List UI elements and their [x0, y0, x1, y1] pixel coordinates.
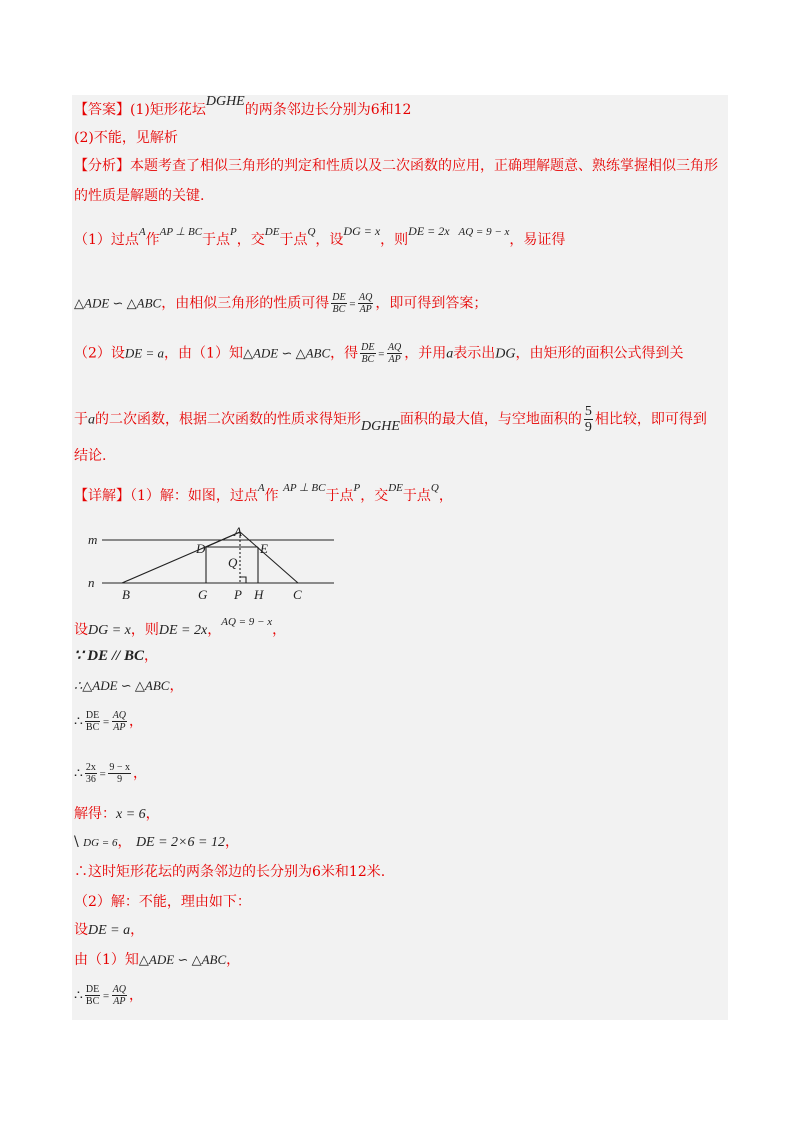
text-segment: （1）解：如图，过点 — [130, 488, 258, 504]
answer-tag: 【答案】 — [74, 102, 130, 118]
fraction-5-9 — [584, 404, 593, 435]
analysis-step2-line — [74, 342, 684, 365]
answer-var-dghe: DGHE — [205, 94, 245, 109]
fraction-numerator: DE — [85, 984, 100, 995]
detail-equation-line — [74, 762, 147, 785]
label-C: C — [293, 587, 302, 602]
fraction-aq-ap — [112, 984, 127, 1007]
text-segment: ，由相似三角形的性质可得 — [161, 295, 330, 312]
fraction-de-bc — [85, 710, 100, 733]
text-segment: 于点 — [402, 488, 431, 504]
label-E: E — [260, 541, 268, 556]
therefore-symbol: ∴ — [74, 713, 83, 730]
text-segment: ，则 — [130, 622, 159, 638]
detail-tag: 【详解】 — [74, 488, 130, 504]
text-segment: 于点 — [279, 232, 308, 248]
equals-sign: = — [102, 990, 110, 1003]
text-segment: ， — [143, 648, 158, 664]
expr-aq: AQ = 9 − x — [221, 616, 273, 628]
label-n: n — [88, 575, 95, 590]
detail-part2-ratio-line — [74, 984, 143, 1007]
text-segment: ，即可得到答案； — [375, 295, 488, 312]
text-segment: 相比较，即可得到 — [594, 411, 707, 428]
expr-dg-x: DG = x — [343, 224, 381, 238]
fraction-denominator: AP — [388, 354, 401, 365]
text-segment: ， — [272, 622, 287, 638]
fraction-2x-36 — [85, 762, 97, 785]
text-segment: ， — [169, 678, 184, 694]
expr-x-6: x = 6 — [116, 807, 146, 822]
analysis-step1b-line — [74, 292, 487, 315]
var-DG: DG — [495, 346, 516, 362]
var-P: P — [353, 482, 361, 494]
text-segment: 由（1）知 — [74, 952, 139, 968]
analysis-tag: 【分析】 — [74, 158, 130, 174]
label-G: G — [198, 587, 208, 602]
fraction-numerator: DE — [361, 342, 375, 353]
expr-similar: △ADE ∽ △ABC — [74, 295, 162, 311]
label-B: B — [122, 587, 130, 602]
fraction-numerator: 9 − x — [109, 762, 130, 773]
text-segment: （2）设 — [74, 345, 125, 362]
text-segment: ，得 — [330, 345, 359, 362]
var-DE: DE — [264, 226, 280, 238]
text-segment: 设 — [74, 922, 88, 938]
expr-de-2x: DE = 2x — [408, 224, 450, 238]
expr-similar: △ADE ∽ △ABC — [138, 952, 227, 967]
fraction-numerator: AQ — [112, 710, 127, 721]
text-segment: 于 — [74, 411, 88, 428]
var-Q: Q — [307, 226, 316, 238]
text-segment: ， — [130, 922, 145, 938]
var-A: A — [138, 226, 146, 238]
detail-part2-line: （2）解：不能，理由如下： — [74, 894, 251, 910]
backslash-symbol: \ — [74, 834, 79, 850]
text-segment: 设 — [74, 622, 88, 638]
text-segment: ，交 — [360, 488, 389, 504]
fraction-aq-ap — [387, 342, 402, 365]
fraction-denominator: 9 — [117, 774, 123, 785]
text-segment: （1）过点 — [74, 232, 139, 248]
therefore-symbol: ∴ — [74, 987, 83, 1004]
detail-values-line — [74, 832, 239, 853]
analysis-text-1: 本题考查了相似三角形的判定和性质以及二次函数的应用，正确理解题意、熟练掌握相似三角形 — [130, 158, 718, 174]
expr-de-2x: DE = 2x — [158, 623, 208, 638]
equals-sign: = — [377, 348, 385, 361]
var-A: A — [257, 482, 265, 494]
detail-conclusion-line: ∴这时矩形花坛的两条邻边的长分别为6米和12米. — [74, 864, 386, 880]
text-segment: ，则 — [380, 232, 409, 248]
expr-de-a: DE = a — [88, 923, 131, 938]
label-A: A — [234, 525, 242, 539]
fraction-denominator: 36 — [85, 774, 96, 785]
text-segment: ，由（1）知 — [164, 345, 243, 362]
fraction-numerator: AQ — [359, 292, 373, 303]
answer-part1-suffix: 的两条邻边长分别为6和12 — [244, 102, 412, 118]
text-segment: 作 — [145, 232, 160, 248]
equals-sign: = — [102, 716, 110, 729]
therefore-symbol: ∴ — [74, 765, 83, 782]
var-a: a — [88, 412, 95, 428]
detail-solve-line — [74, 804, 160, 825]
fraction-numerator: AQ — [387, 342, 402, 353]
text-segment: 于点 — [325, 488, 354, 504]
label-D: D — [196, 541, 206, 556]
text-segment: ，由矩形的面积公式得到关 — [515, 345, 684, 362]
analysis-line-1 — [74, 156, 718, 176]
fraction-denominator: 9 — [584, 420, 592, 435]
text-segment: ， — [129, 713, 144, 730]
fraction-de-bc — [85, 984, 100, 1007]
fraction-denominator: BC — [332, 304, 346, 315]
fraction-denominator: BC — [85, 996, 100, 1007]
equals-sign: = — [348, 298, 356, 311]
var-Q: Q — [430, 482, 439, 494]
detail-part2-from-line — [74, 950, 240, 970]
fraction-numerator: DE — [85, 710, 100, 721]
analysis-line-conclusion: 结论. — [74, 448, 107, 464]
fraction-denominator: BC — [361, 354, 375, 365]
detail-parallel-line — [74, 646, 158, 666]
text-segment: ， — [129, 987, 144, 1004]
fraction-denominator: AP — [113, 996, 126, 1007]
expr-dg-x: DG = x — [88, 623, 131, 638]
fraction-numerator: DE — [332, 292, 346, 303]
text-segment: ， — [133, 765, 147, 782]
equals-sign: = — [98, 768, 107, 781]
text-segment: ，并用 — [404, 345, 447, 362]
fraction-denominator: AP — [359, 304, 372, 315]
expr-ap-perp-bc: AP ⊥ BC — [283, 482, 326, 494]
label-P: P — [234, 587, 242, 602]
text-segment: ，设 — [315, 232, 344, 248]
text-segment: ， — [226, 952, 241, 968]
fraction-de-bc — [360, 342, 375, 365]
analysis-step3-line — [74, 404, 707, 435]
analysis-line-2: 的性质是解题的关键. — [74, 188, 205, 204]
fraction-denominator: AP — [113, 722, 126, 733]
expr-similar: △ADE ∽ △ABC — [242, 345, 331, 361]
detail-similar-line — [74, 676, 183, 696]
label-H: H — [254, 587, 264, 602]
fraction-numerator: 2x — [85, 762, 96, 773]
expr-de-a: DE = a — [124, 345, 165, 361]
text-segment: 于点 — [202, 232, 231, 248]
expr-similar: ∴△ADE ∽ △ABC — [74, 678, 170, 693]
text-segment: ， — [438, 488, 453, 504]
var-P: P — [230, 226, 237, 238]
text-segment: ， — [224, 834, 239, 850]
fraction-denominator: BC — [85, 722, 100, 733]
fraction-de-bc — [331, 292, 346, 315]
text-segment: 解得： — [74, 806, 116, 822]
fraction-9-x-9 — [108, 762, 131, 785]
detail-set-line — [74, 616, 287, 641]
text-segment: ， — [145, 806, 160, 822]
text-segment: 表示出 — [453, 345, 496, 362]
fraction-aq-ap — [112, 710, 127, 733]
text-segment: ，交 — [236, 232, 265, 248]
answer-part1-prefix: (1)矩形花坛 — [130, 102, 206, 118]
label-m: m — [88, 532, 98, 547]
fraction-numerator: AQ — [112, 984, 127, 995]
text-segment: ， — [207, 622, 222, 638]
var-a: a — [446, 346, 454, 362]
text-segment: 作 — [264, 488, 279, 504]
text-segment: 面积的最大值，与空地面积的 — [399, 411, 582, 428]
analysis-step1-line — [74, 224, 566, 251]
var-DE: DE — [388, 482, 403, 494]
answer-line-2: (2)不能，见解析 — [74, 130, 178, 146]
fraction-aq-ap — [358, 292, 373, 315]
fraction-numerator: 5 — [584, 404, 592, 419]
label-Q: Q — [228, 555, 238, 570]
expr-de-parallel-bc: ∵ DE // BC — [74, 648, 144, 664]
answer-line-1 — [74, 94, 412, 121]
detail-line-1 — [74, 482, 453, 507]
expr-dg-6: DG = 6 — [83, 837, 118, 849]
geometry-figure — [82, 525, 342, 607]
expr-ap-perp-bc: AP ⊥ BC — [159, 226, 203, 238]
expr-aq: AQ = 9 − x — [458, 226, 510, 238]
text-segment: ， — [117, 834, 132, 850]
right-angle-mark — [240, 577, 246, 583]
detail-part2-set-line — [74, 920, 144, 941]
var-DGHE: DGHE — [361, 418, 400, 434]
text-segment: 的二次函数，根据二次函数的性质求得矩形 — [95, 411, 361, 428]
detail-ratio-line — [74, 710, 143, 733]
expr-de-12: DE = 2×6 = 12 — [135, 835, 225, 850]
text-segment: ，易证得 — [509, 232, 566, 248]
